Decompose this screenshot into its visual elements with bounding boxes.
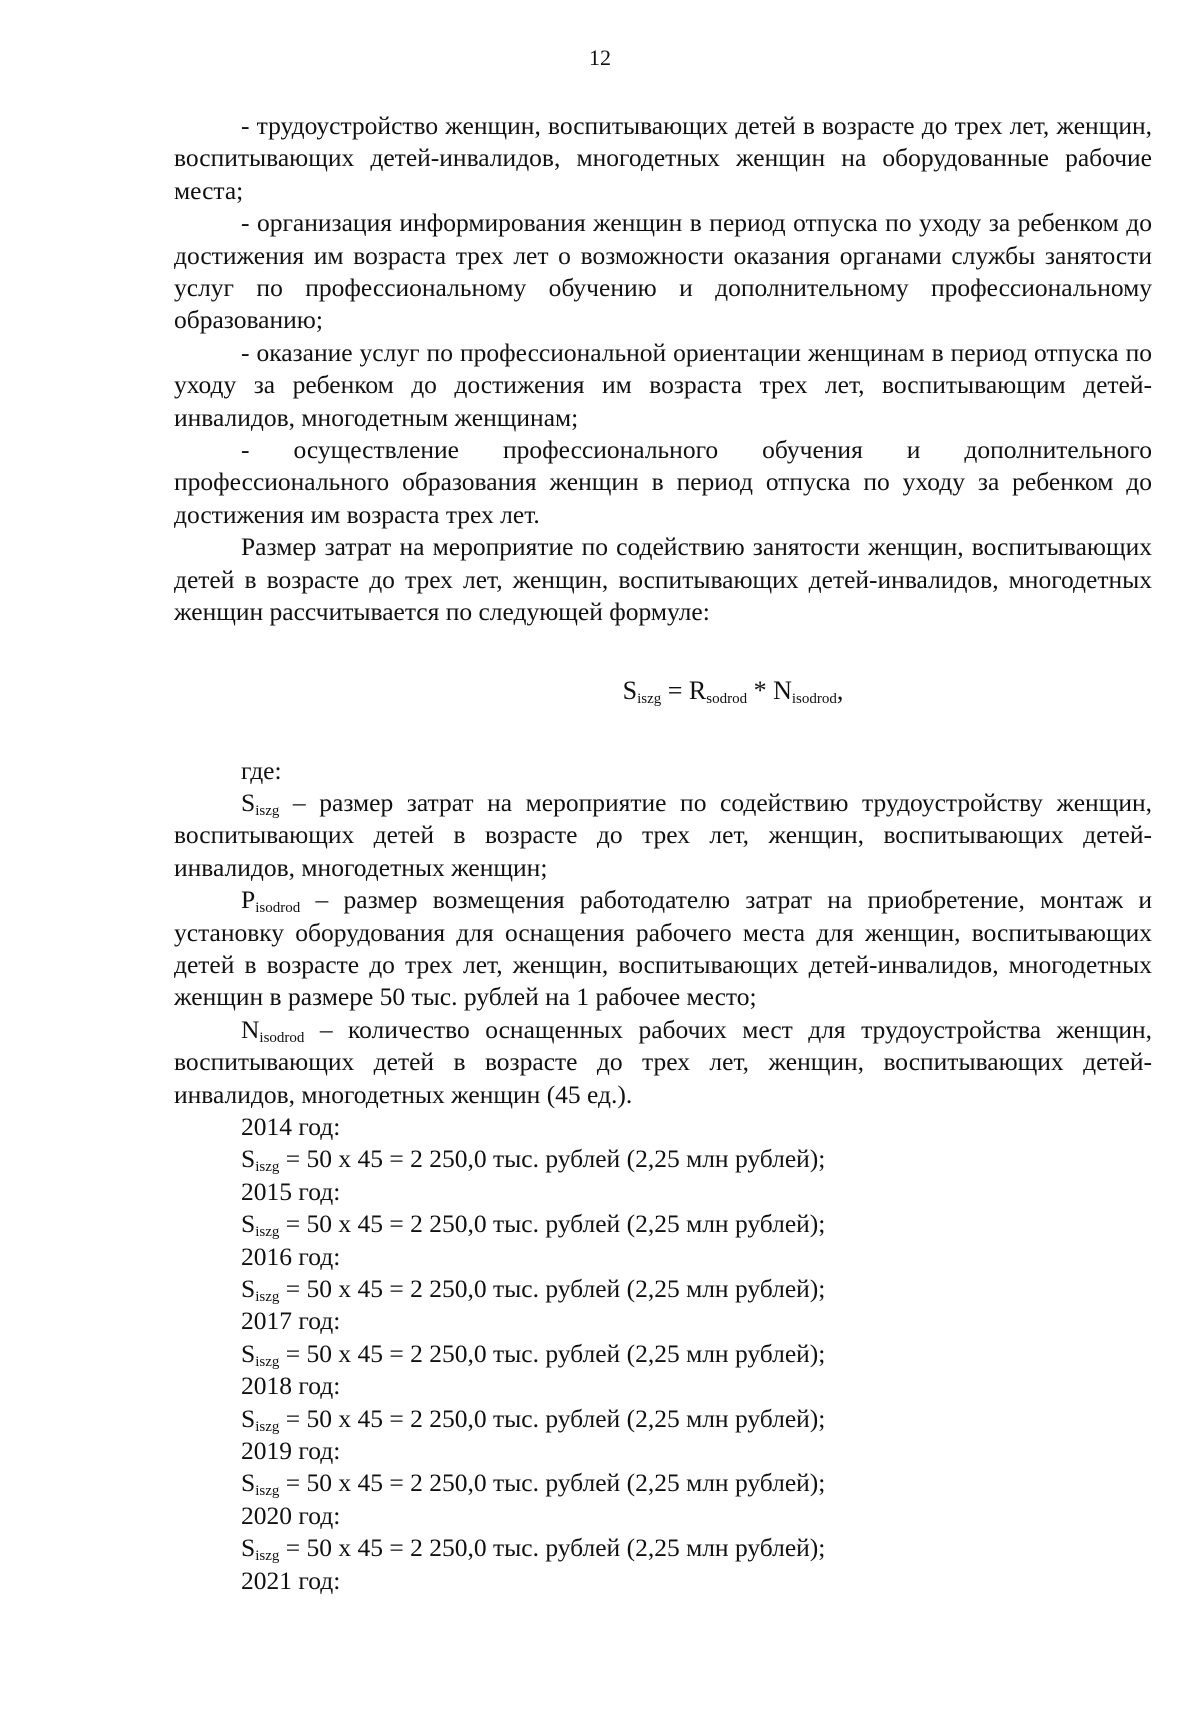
bullet-paragraph: - оказание услуг по профессиональной ориентации женщинам в период отпуска по уходу за ребенком до достижения им возраста трех лет, воспитывающим детей-инвалидов, многодетным женщинам; [174, 337, 1152, 432]
calc-subscript: iszg [255, 1418, 280, 1435]
calc-symbol: S [241, 1274, 256, 1303]
year-label: 2016 год: [241, 1241, 341, 1271]
year-label: 2018 год: [241, 1371, 341, 1401]
year-label: 2021 год: [241, 1565, 341, 1595]
formula-multiply: * [747, 675, 774, 705]
calc-symbol: S [241, 1403, 256, 1433]
definition-text: – размер затрат на мероприятие по содействию трудоустройству женщин, воспитывающих детей в возрасте до трех лет, женщин, воспитывающих детей-инвалидов, многодетных женщин; [174, 787, 1152, 882]
bullet-paragraph: - трудоустройство женщин, воспитывающих детей в возрасте до трех лет, женщин, воспитывающих детей-инвалидов, многодетных женщин на оборудованные рабочие места; [174, 111, 1152, 205]
formula-lhs-subscript: iszg [637, 690, 662, 707]
formula-n-subscript: isodrod [791, 690, 837, 707]
formula-tail: , [836, 675, 844, 705]
calc-subscript: iszg [255, 1353, 280, 1370]
year-label: 2020 год: [241, 1500, 341, 1530]
formula-equals: = [661, 675, 689, 705]
year-calculation [174, 1403, 1152, 1435]
calc-symbol: S [241, 1533, 256, 1563]
year-calculation [174, 1338, 1152, 1370]
year-calculation [174, 1532, 1152, 1564]
calc-text: = 50 х 45 = 2 250,0 тыс. рублей (2,25 млн рублей); [279, 1403, 826, 1433]
calc-subscript: iszg [255, 1548, 280, 1565]
document-body [174, 110, 1152, 1597]
year-calculation [174, 1143, 1152, 1175]
year-label: 2019 год: [241, 1436, 341, 1466]
definition-paragraph [174, 787, 1152, 884]
definition-subscript: iszg [255, 802, 280, 819]
year-calculation [174, 1208, 1152, 1240]
formula-r: R [688, 675, 707, 705]
definition-text: – количество оснащенных рабочих мест для трудоустройства женщин, воспитывающих детей в возрасте до трех лет, женщин, воспитывающих детей-инвалидов, многодетных женщин (45 ед.). [174, 1014, 1152, 1109]
calc-text: = 50 х 45 = 2 250,0 тыс. рублей (2,25 млн рублей); [279, 1144, 826, 1174]
where-label: где: [241, 755, 282, 785]
definition-symbol: N [241, 1014, 260, 1044]
definition-text: – размер возмещения работодателю затрат на приобретение, монтаж и установку оборудования для оснащения рабочего места для женщин, воспитывающих детей в возрасте до трех лет, женщин, воспитывающих детей-инвалидов, многодетных женщин в размере 50 тыс. рублей на 1 рабочее место; [174, 885, 1152, 1012]
calc-text: = 50 х 45 = 2 250,0 тыс. рублей (2,25 млн рублей); [279, 1338, 826, 1368]
definition-symbol: S [241, 787, 256, 817]
calc-subscript: iszg [255, 1289, 280, 1305]
formula-lhs: S [622, 675, 638, 705]
year-calculation [174, 1273, 1152, 1305]
calc-text: = 50 х 45 = 2 250,0 тыс. рублей (2,25 млн рублей); [279, 1533, 826, 1563]
definition-paragraph [174, 1014, 1152, 1111]
definition-subscript: isodrod [259, 1029, 305, 1046]
calc-symbol: S [241, 1338, 256, 1368]
calc-text: = 50 х 45 = 2 250,0 тыс. рублей (2,25 млн рублей); [279, 1468, 826, 1498]
definition-symbol: P [241, 885, 256, 915]
year-label: 2014 год: [241, 1111, 341, 1141]
calc-symbol: S [241, 1468, 256, 1498]
cost-formula [174, 673, 1152, 709]
year-label: 2017 год: [241, 1306, 341, 1336]
calc-symbol: S [241, 1209, 256, 1239]
calc-text: = 50 х 45 = 2 250,0 тыс. рублей (2,25 млн рублей); [279, 1274, 826, 1303]
calc-subscript: iszg [255, 1159, 280, 1176]
bullet-paragraph: - организация информирования женщин в период отпуска по уходу за ребенком до достижения им возраста трех лет о возможности оказания органами службы занятости услуг по профессиональному обучению и дополнительному профессиональному образованию; [174, 208, 1152, 335]
bullet-paragraph: - осуществление профессионального обучения и дополнительного профессионального образования женщин в период отпуска по уходу за ребенком до достижения им возраста трех лет. [174, 435, 1152, 529]
calc-subscript: iszg [255, 1483, 280, 1500]
definition-paragraph [174, 884, 1152, 1014]
page-number: 12 [589, 45, 611, 70]
calc-subscript: iszg [255, 1224, 280, 1241]
year-label: 2015 год: [241, 1176, 341, 1206]
formula-r-subscript: sodrod [706, 690, 748, 707]
formula-n: N [773, 675, 792, 705]
year-calculation [174, 1467, 1152, 1499]
intro-paragraph: Размер затрат на мероприятие по содействию занятости женщин, воспитывающих детей в возрасте до трех лет, женщин, воспитывающих детей-инвалидов, многодетных женщин рассчитывается по следующей формуле: [174, 532, 1152, 627]
calc-text: = 50 х 45 = 2 250,0 тыс. рублей (2,25 млн рублей); [279, 1209, 826, 1239]
definition-subscript: isodrod [255, 900, 301, 917]
calc-symbol: S [241, 1144, 256, 1174]
